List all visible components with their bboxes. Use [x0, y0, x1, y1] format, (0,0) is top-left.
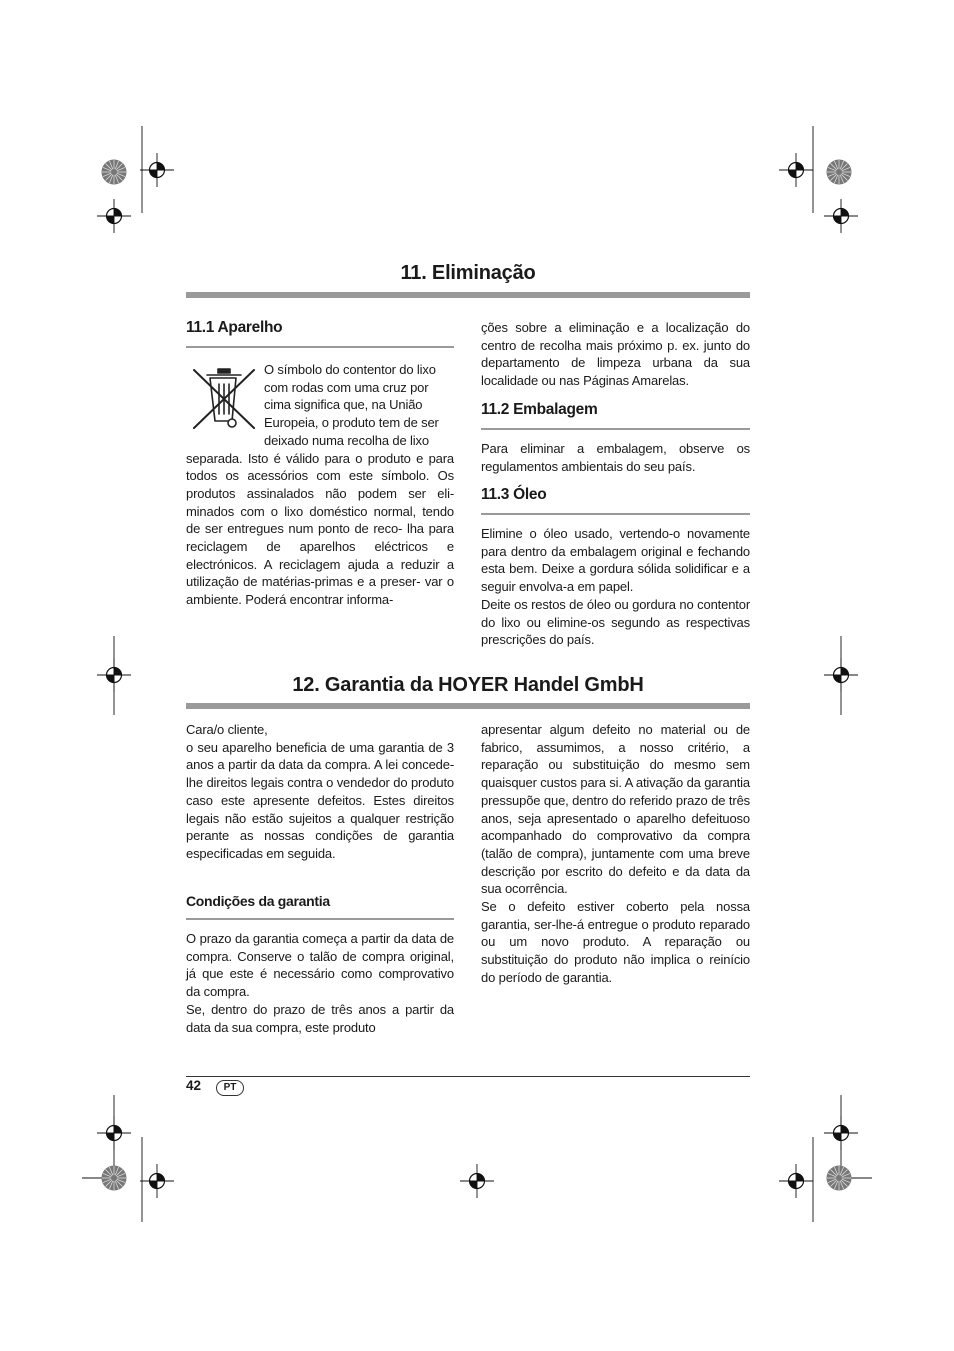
appliance-disposal-paragraph: separada. Isto é válido para o produto e para todos os acessórios com este símbolo. Os produtos assinalados não podem ser eli- minados com o lixo doméstico normal, tendo de ser entregues num ponto de reco- lha para reciclagem de aparelhos eléctricos e electrónicos. A reciclagem ajuda a reduzir a utilização de matérias-primas e a preser- var o ambiente. Poderá encontrar informa- [186, 450, 454, 608]
heading-11-2-rule [481, 428, 750, 430]
warranty-greeting: Cara/o cliente, [186, 722, 268, 737]
oil-text [481, 525, 750, 649]
weee-intro [264, 361, 454, 450]
weee-intro-line: deixado numa recolha de lixo [264, 432, 429, 448]
packaging-paragraph: Para eliminar a embalagem, observe os regulamentos ambientais do seu país. [481, 441, 750, 474]
section-12-title: 12. Garantia da HOYER Handel GmbH [292, 674, 644, 696]
heading-11-3-rule [481, 513, 750, 515]
warranty-conditions-text [186, 930, 454, 1036]
oil-paragraph-2: Deite os restos de óleo ou gordura no contentor do lixo ou elimine-os segundo as respectivas prescrições do país. [481, 596, 750, 648]
weee-intro-line: cima significa que, na União [264, 397, 423, 413]
appliance-disposal-text [186, 450, 454, 609]
warranty-conditions-heading: Condições da garantia [186, 893, 330, 909]
heading-11-1: 11.1 Aparelho [186, 319, 283, 336]
heading-11-2: 11.2 Embalagem [481, 401, 598, 418]
heading-11-1-rule [186, 346, 454, 348]
footer-rule [186, 1076, 750, 1077]
page-number: 42 [186, 1078, 202, 1093]
packaging-text [481, 440, 750, 475]
section-11-title: 11. Eliminação [400, 262, 536, 284]
section-11-title-rule [186, 292, 750, 298]
warranty-conditions-paragraph-1: O prazo da garantia começa a partir da data de compra. Conserve o talão de compra original, já que este é necessário como comprovativo da compra. [186, 931, 454, 1000]
warranty-intro-paragraph: o seu aparelho beneficia de uma garantia de 3 anos a partir da data da compra. A lei concede-lhe direitos legais contra o vendedor do produto caso este apresente defeitos. Estes direitos legais não estão sujeitos a qualquer restrição perante as nossas condições de garantia especificadas em seguida. [186, 739, 454, 861]
appliance-disposal-continued-paragraph: ções sobre a eliminação e a localização do centro de recolha mais próximo p. ex. junto do departamento de limpeza urbana da sua localidade ou nas Páginas Amarelas. [481, 320, 750, 389]
weee-intro-line: com rodas com uma cruz por [264, 379, 429, 395]
warranty-conditions-rule [186, 918, 454, 920]
oil-paragraph-1: Elimine o óleo usado, vertendo-o novamente para dentro da embalagem original e fechando esta bem. Deixe a gordura sólida solidificar e a seguir envolva-a em papel. [481, 526, 750, 595]
appliance-disposal-continued [481, 319, 750, 390]
weee-intro-line: O símbolo do contentor do lixo [264, 362, 436, 377]
warranty-right-paragraph-1: apresentar algum defeito no material ou de fabrico, assumimos, a nosso critério, a reparação ou substituição do mesmo sem quaisquer custos para si. A ativação da garantia pressupõe que, dentro do referido prazo de três anos, seja apresentado o aparelho defeituoso acompanhado do comprovativo da compra (talão de compra), juntamente com uma breve descrição por escrito do defeito e da data da sua ocorrência. [481, 722, 750, 897]
section-12-title-rule [186, 703, 750, 709]
warranty-conditions-paragraph-2: Se, dentro do prazo de três anos a partir da data da sua compra, este produto [186, 1001, 454, 1035]
weee-intro-line: Europeia, o produto tem de ser [264, 415, 439, 431]
crossed-out-wheelie-bin-icon [190, 366, 258, 432]
language-badge: PT [216, 1080, 244, 1096]
warranty-right-column [481, 721, 750, 987]
heading-11-3: 11.3 Óleo [481, 486, 547, 503]
warranty-right-paragraph-2: Se o defeito estiver coberto pela nossa garantia, ser-lhe-á entregue o produto reparado ou um novo produto. A reparação ou substituição do produto não implica o reinício do período de garantia. [481, 899, 750, 985]
warranty-intro [186, 721, 454, 863]
